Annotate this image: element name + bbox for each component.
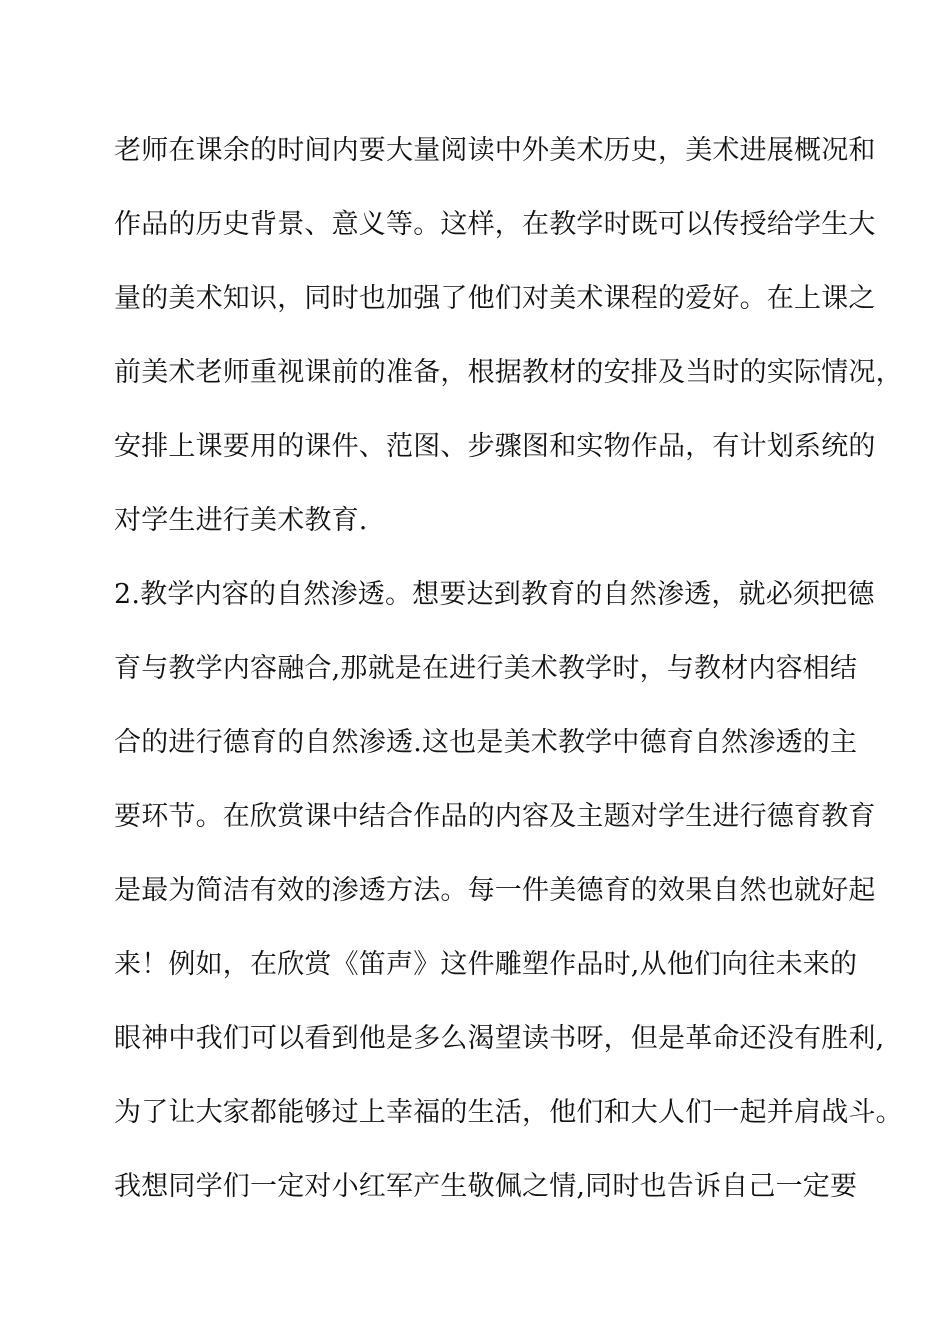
text-line: 眼神中我们可以看到他是多么渴望读书呀，但是革命还没有胜利,: [114, 1023, 885, 1054]
text-line: 我想同学们一定对小红军产生敬佩之情,同时也告诉自己一定要: [114, 1171, 858, 1202]
text-line: 2.教学内容的自然渗透。想要达到教育的自然渗透，就必须把德: [114, 579, 875, 610]
text-line: 要环节。在欣赏课中结合作品的内容及主题对学生进行德育教育: [114, 801, 876, 832]
text-line: 合的进行德育的自然渗透.这也是美术教学中德育自然渗透的主: [114, 727, 858, 758]
text-line: 老师在课余的时间内要大量阅读中外美术历史，美术进展概况和: [114, 135, 876, 166]
text-line: 安排上课要用的课件、范图、步骤图和实物作品，有计划系统的: [114, 431, 876, 462]
text-line: 来！例如，在欣赏《笛声》这件雕塑作品时,从他们向往未来的: [114, 949, 858, 980]
text-line: 育与教学内容融合,那就是在进行美术教学时，与教材内容相结: [114, 653, 858, 684]
text-line: 量的美术知识，同时也加强了他们对美术课程的爱好。在上课之: [114, 283, 876, 314]
text-line: 对学生进行美术教育.: [114, 505, 368, 536]
text-line: 为了让大家都能够过上幸福的生活，他们和大人们一起并肩战斗。: [114, 1097, 903, 1128]
text-line: 作品的历史背景、意义等。这样，在教学时既可以传授给学生大: [114, 209, 876, 240]
text-line: 前美术老师重视课前的准备，根据教材的安排及当时的实际情况，: [114, 357, 903, 388]
body-text: [114, 128, 903, 1238]
text-line: 是最为简洁有效的渗透方法。每一件美德育的效果自然也就好起: [114, 875, 876, 906]
